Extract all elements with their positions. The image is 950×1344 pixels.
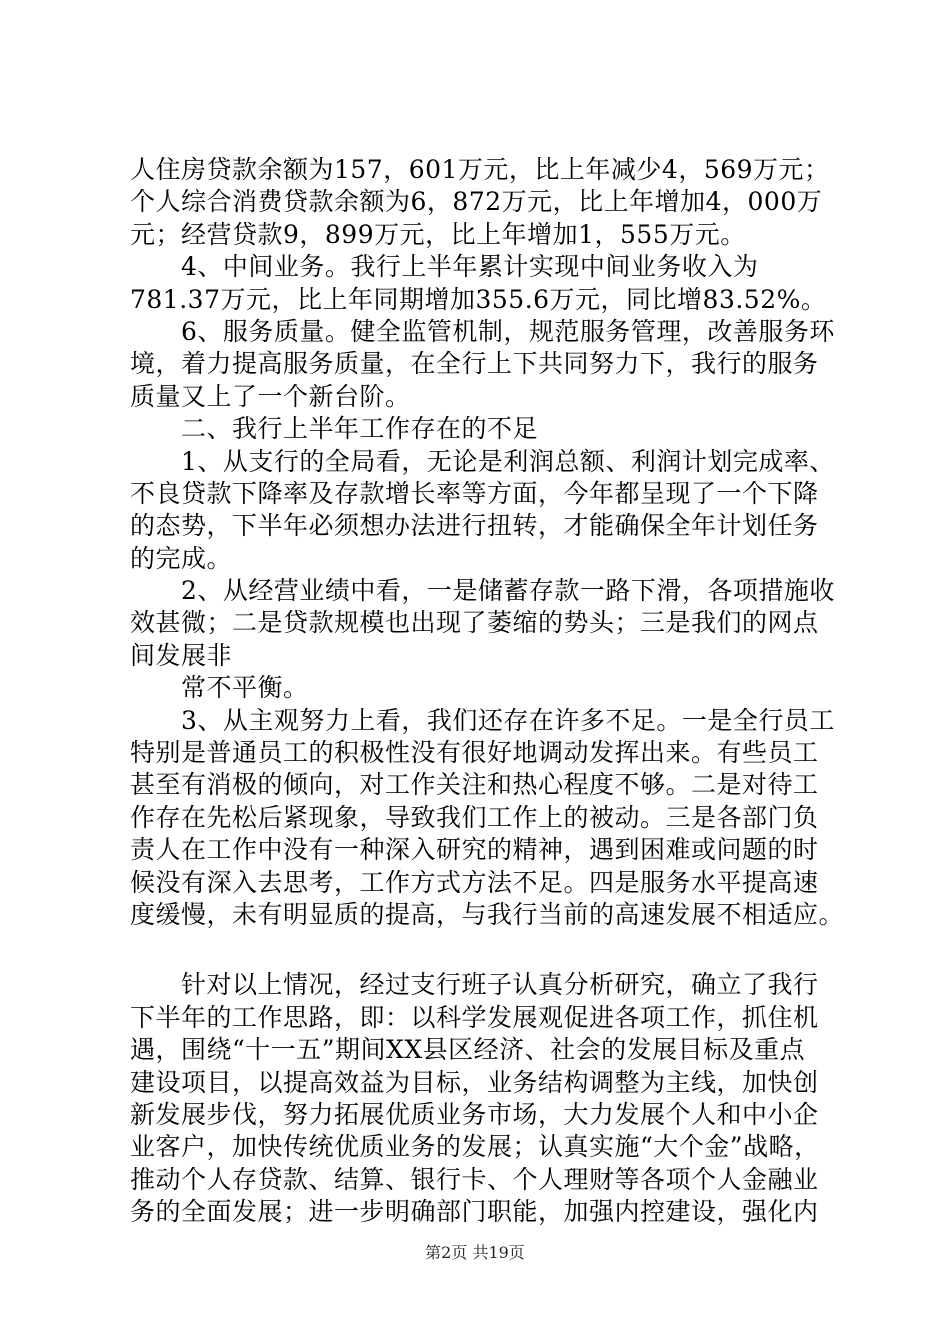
text-line: 间发展非 xyxy=(130,640,233,670)
text-line: 2、从经营业绩中看，一是储蓄存款一路下滑，各项措施收 xyxy=(130,576,835,606)
document-body xyxy=(130,154,850,1229)
text-line: 的态势，下半年必须想办法进行扭转，才能确保全年计划任务 xyxy=(130,511,819,541)
text-line: 6、服务质量。健全监管机制，规范服务管理，改善服务环 xyxy=(130,316,835,346)
page-number-label: 第2页 共19页 xyxy=(425,1243,525,1262)
text-line: 效甚微；二是贷款规模也出现了萎缩的势头；三是我们的网点 xyxy=(130,608,819,638)
text-line: 度缓慢，未有明显质的提高，与我行当前的高速发展不相适应。 xyxy=(130,899,845,929)
text-line: 常不平衡。 xyxy=(130,673,309,703)
text-line: 3、从主观努力上看，我们还存在许多不足。一是全行员工 xyxy=(130,705,835,735)
page-footer xyxy=(0,1243,950,1263)
text-line: 作存在先松后紧现象，导致我们工作上的被动。三是各部门负 xyxy=(130,802,819,832)
text-line: 人住房贷款余额为157，601万元，比上年减少4，569万元； xyxy=(130,155,830,184)
text-line: 的完成。 xyxy=(130,543,233,573)
text-line: 境，着力提高服务质量，在全行上下共同努力下，我行的服务 xyxy=(130,349,819,379)
text-line: 新发展步伐，努力拓展优质业务市场，大力发展个人和中小企 xyxy=(130,1099,819,1129)
text-line: 下半年的工作思路，即：以科学发展观促进各项工作，抓住机 xyxy=(130,1002,819,1032)
text-line: 1、从支行的全局看，无论是利润总额、利润计划完成率、 xyxy=(130,446,835,476)
paragraph-block-2 xyxy=(130,969,850,1228)
text-line: 781.37万元，比上年同期增加355.6万元，同比增83.52%。 xyxy=(130,284,827,314)
text-line: 质量又上了一个新台阶。 xyxy=(130,381,411,411)
text-line: 候没有深入去思考，工作方式方法不足。四是服务水平提高速 xyxy=(130,867,819,897)
text-line: 二、我行上半年工作存在的不足 xyxy=(130,414,539,444)
text-line: 特别是普通员工的积极性没有很好地调动发挥出来。有些员工 xyxy=(130,738,819,768)
text-line: 针对以上情况，经过支行班子认真分析研究，确立了我行 xyxy=(130,970,819,1000)
paragraph-block-1 xyxy=(130,154,850,931)
text-line: 遇，围绕“十一五”期间XX县区经济、社会的发展目标及重点 xyxy=(130,1035,806,1065)
text-line: 甚至有消极的倾向，对工作关注和热心程度不够。二是对待工 xyxy=(130,770,819,800)
text-line: 个人综合消费贷款余额为6，872万元，比上年增加4，000万 xyxy=(130,187,823,217)
text-line: 业客户，加快传统优质业务的发展；认真实施“大个金”战略， xyxy=(130,1132,820,1162)
text-line: 不良贷款下降率及存款增长率等方面，今年都呈现了一个下降 xyxy=(130,478,819,508)
text-line: 元；经营贷款9，899万元，比上年增加1，555万元。 xyxy=(130,219,746,249)
text-line: 责人在工作中没有一种深入研究的精神，遇到困难或问题的时 xyxy=(130,835,819,865)
text-line: 务的全面发展；进一步明确部门职能，加强内控建设，强化内 xyxy=(130,1197,819,1227)
text-line: 建设项目，以提高效益为目标，业务结构调整为主线，加快创 xyxy=(130,1067,819,1097)
paragraph-gap xyxy=(130,931,850,969)
text-line: 推动个人存贷款、结算、银行卡、个人理财等各项个人金融业 xyxy=(130,1164,819,1194)
text-line: 4、中间业务。我行上半年累计实现中间业务收入为 xyxy=(130,252,759,282)
